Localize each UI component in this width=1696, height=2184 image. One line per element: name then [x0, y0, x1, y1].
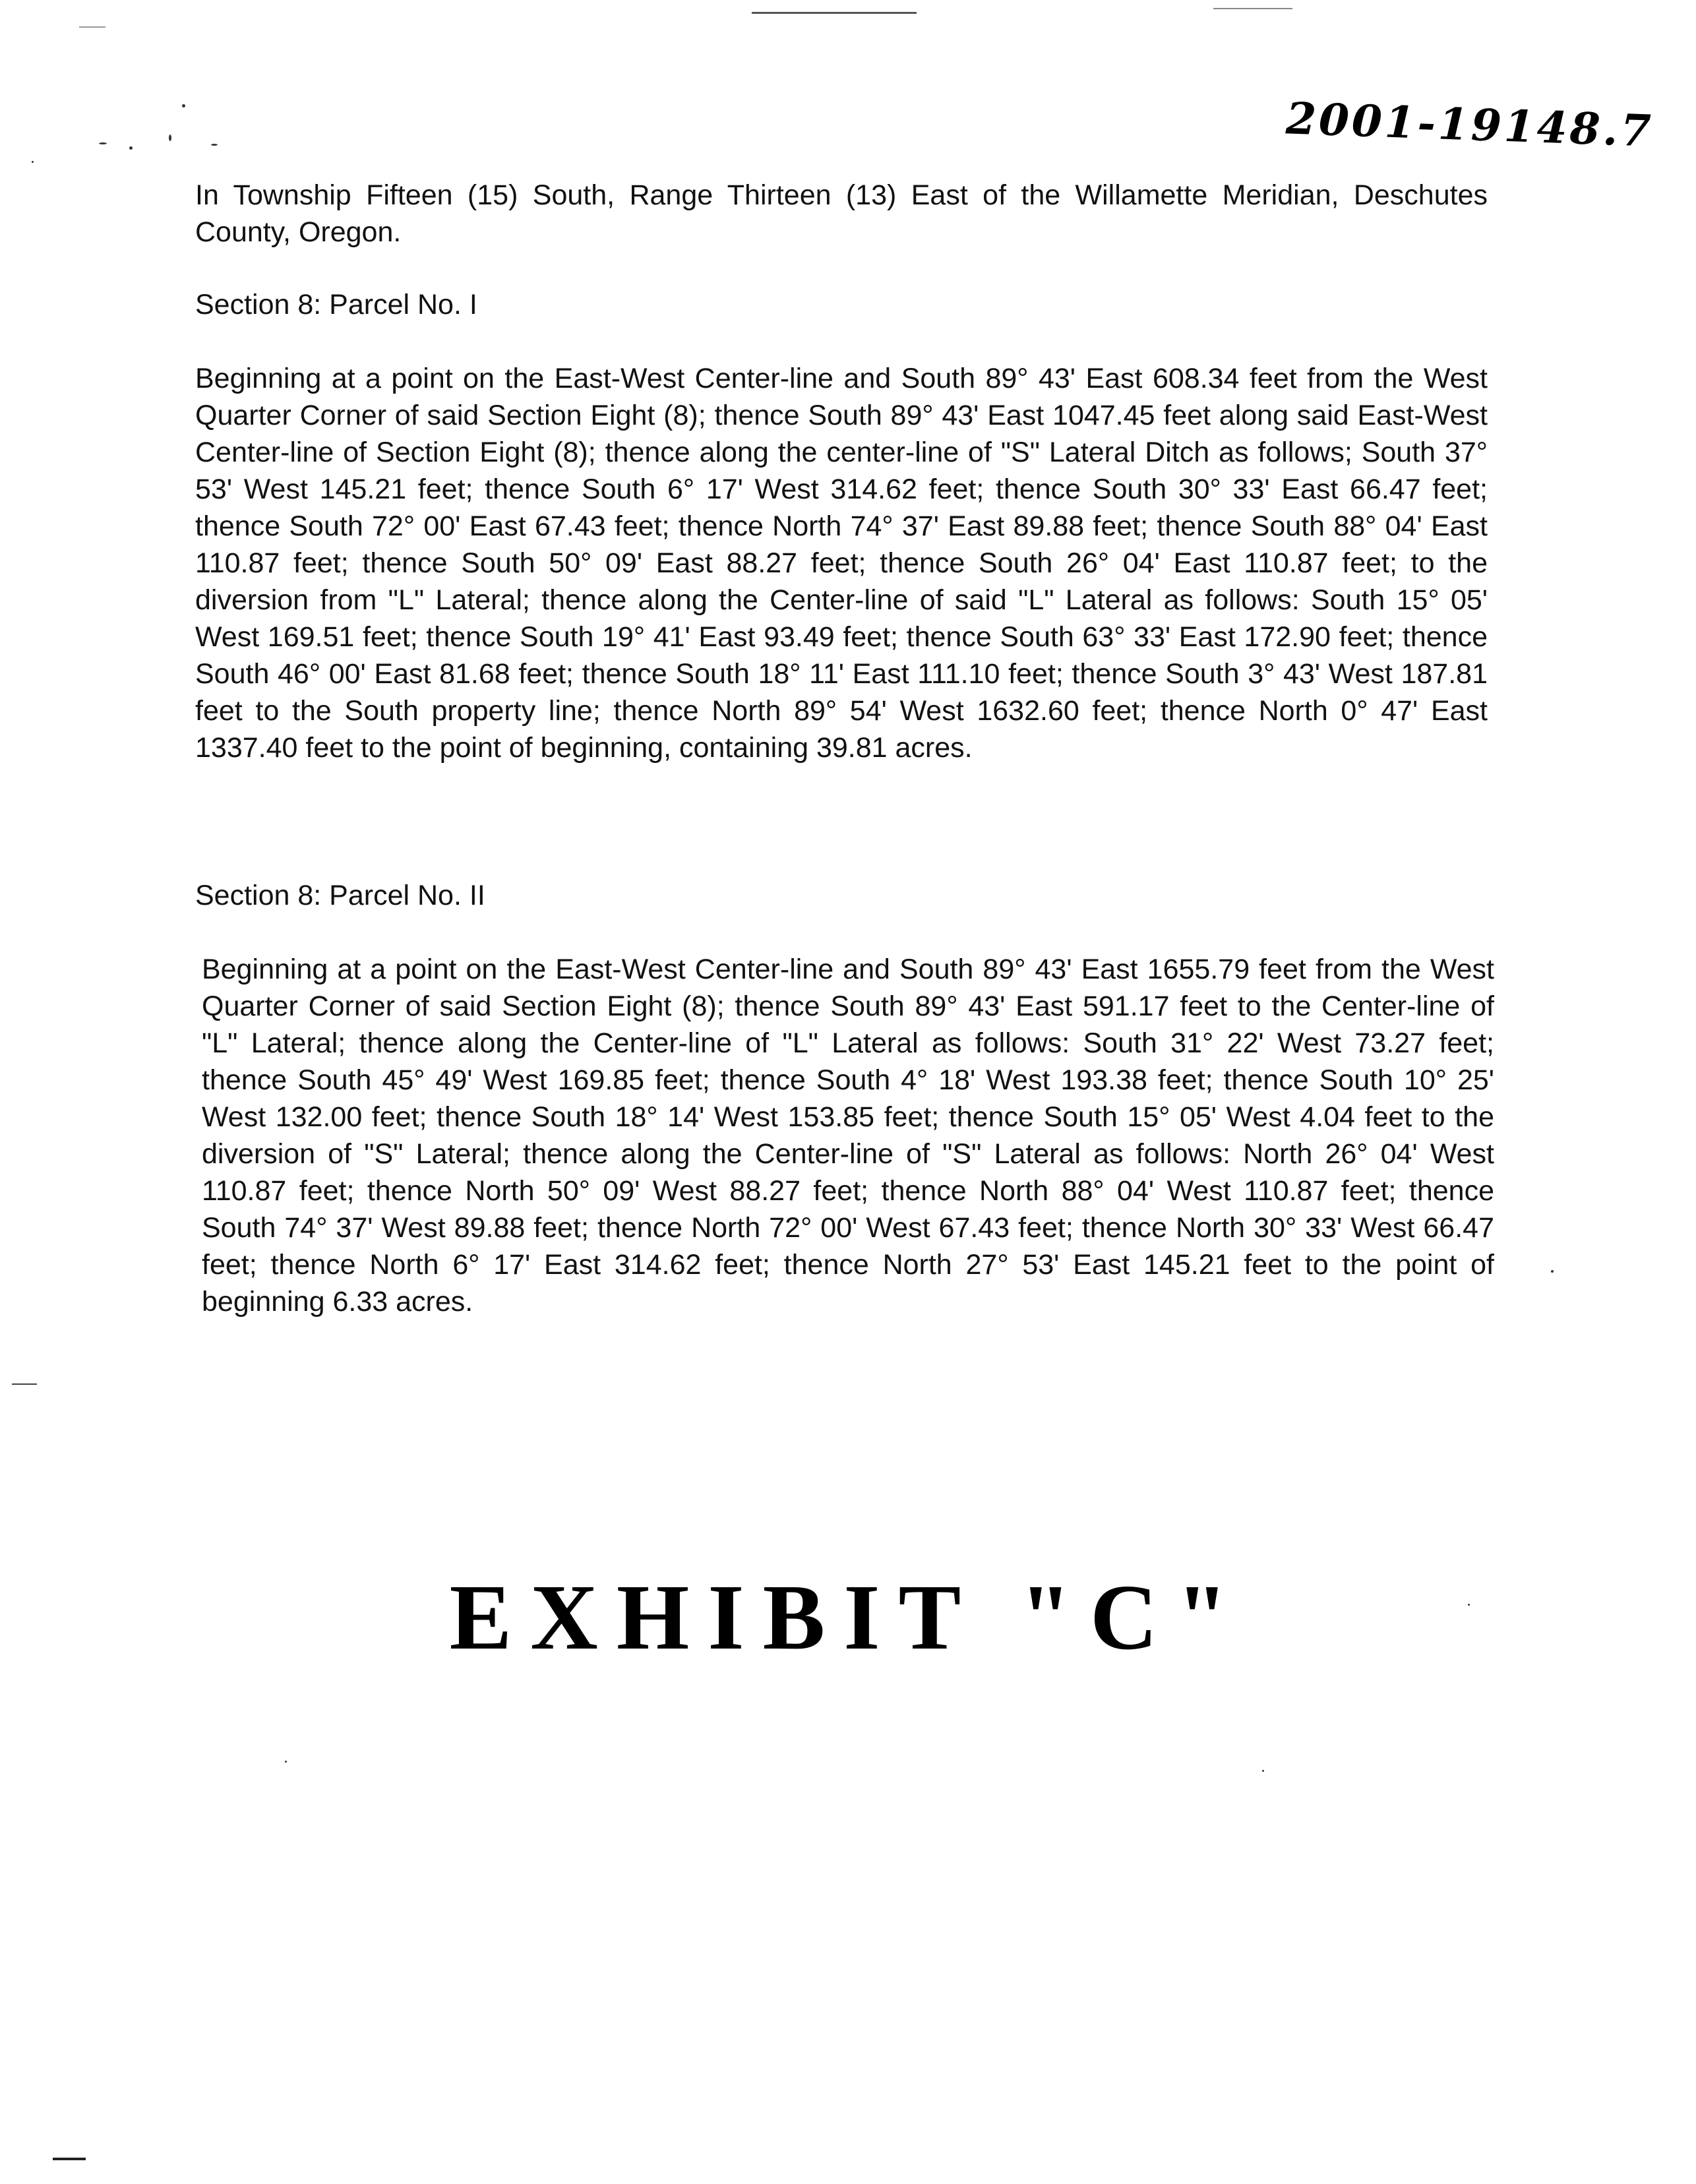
scan-artifact-speck: [211, 144, 218, 146]
parcel-2-heading: Section 8: Parcel No. II: [195, 880, 485, 911]
parcel-1-legal-description: Beginning at a point on the East-West Center-line and South 89° 43' East 608.34 feet from the West Quarter Corner of said Section Eight (8); thence South 89° 43' East 1047.45 feet along said East-West Center-line of Section Eight (8); thence along the center-line of "S" Lateral Ditch as follows; South 37° 53' West 145.21 feet; thence South 6° 17' West 314.62 feet; thence South 30° 33' East 66.47 feet; thence South 72° 00' East 67.43 feet; thence North 74° 37' East 89.88 feet; thence South 88° 04' East 110.87 feet; thence South 50° 09' East 88.27 feet; thence South 26° 04' East 110.87 feet; to the diversion from "L" Lateral; thence along the Center-line of said "L" Lateral as follows: South 15° 05' West 169.51 feet; thence South 19° 41' East 93.49 feet; thence South 63° 33' East 172.90 feet; thence South 46° 00' East 81.68 feet; thence South 18° 11' East 111.10 feet; thence South 3° 43' West 187.81 feet to the South property line; thence North 89° 54' West 1632.60 feet; thence North 0° 47' East 1337.40 feet to the point of beginning, containing 39.81 acres.: [195, 363, 1488, 764]
scan-artifact-speck: [1262, 1770, 1264, 1772]
scan-artifact-speck: [129, 146, 133, 150]
scan-artifact-line: [1213, 8, 1292, 9]
scan-artifact-speck: [182, 104, 185, 107]
parcel-2-legal-description: Beginning at a point on the East-West Center-line and South 89° 43' East 1655.79 feet from the West Quarter Corner of said Section Eight (8); thence South 89° 43' East 591.17 feet to the Center-line of "L" Lateral; thence along the Center-line of "L" Lateral as follows: South 31° 22' West 73.27 feet; thence South 45° 49' West 169.85 feet; thence South 4° 18' West 193.38 feet; thence South 10° 25' West 132.00 feet; thence South 18° 14' West 153.85 feet; thence South 15° 05' West 4.04 feet to the diversion of "S" Lateral; thence along the Center-line of "S" Lateral as follows: North 26° 04' West 110.87 feet; thence North 50° 09' West 88.27 feet; thence North 88° 04' West 110.87 feet; thence South 74° 37' West 89.88 feet; thence North 72° 00' West 67.43 feet; thence North 30° 33' West 66.47 feet; thence North 6° 17' East 314.62 feet; thence North 27° 53' East 145.21 feet to the point of beginning 6.33 acres.: [202, 954, 1494, 1318]
scan-artifact-line: [79, 26, 106, 28]
scan-artifact-speck: [169, 135, 171, 141]
scan-artifact-speck: [99, 142, 107, 144]
scan-artifact-speck: [1551, 1270, 1554, 1273]
scan-artifact-line: [12, 1383, 37, 1385]
handwritten-recording-number: 2001-19148.7: [1285, 92, 1654, 157]
township-description: In Township Fifteen (15) South, Range Thirteen (13) East of the Willamette Meridian, Deschutes County, Oregon.: [195, 179, 1488, 248]
scan-artifact-speck: [285, 1761, 287, 1763]
scan-artifact-line: [53, 2158, 86, 2160]
scan-artifact-speck: [32, 161, 34, 163]
scan-artifact-line: [752, 12, 917, 14]
parcel-1-heading: Section 8: Parcel No. I: [195, 289, 477, 320]
exhibit-label: EXHIBIT "C": [449, 1565, 1247, 1669]
